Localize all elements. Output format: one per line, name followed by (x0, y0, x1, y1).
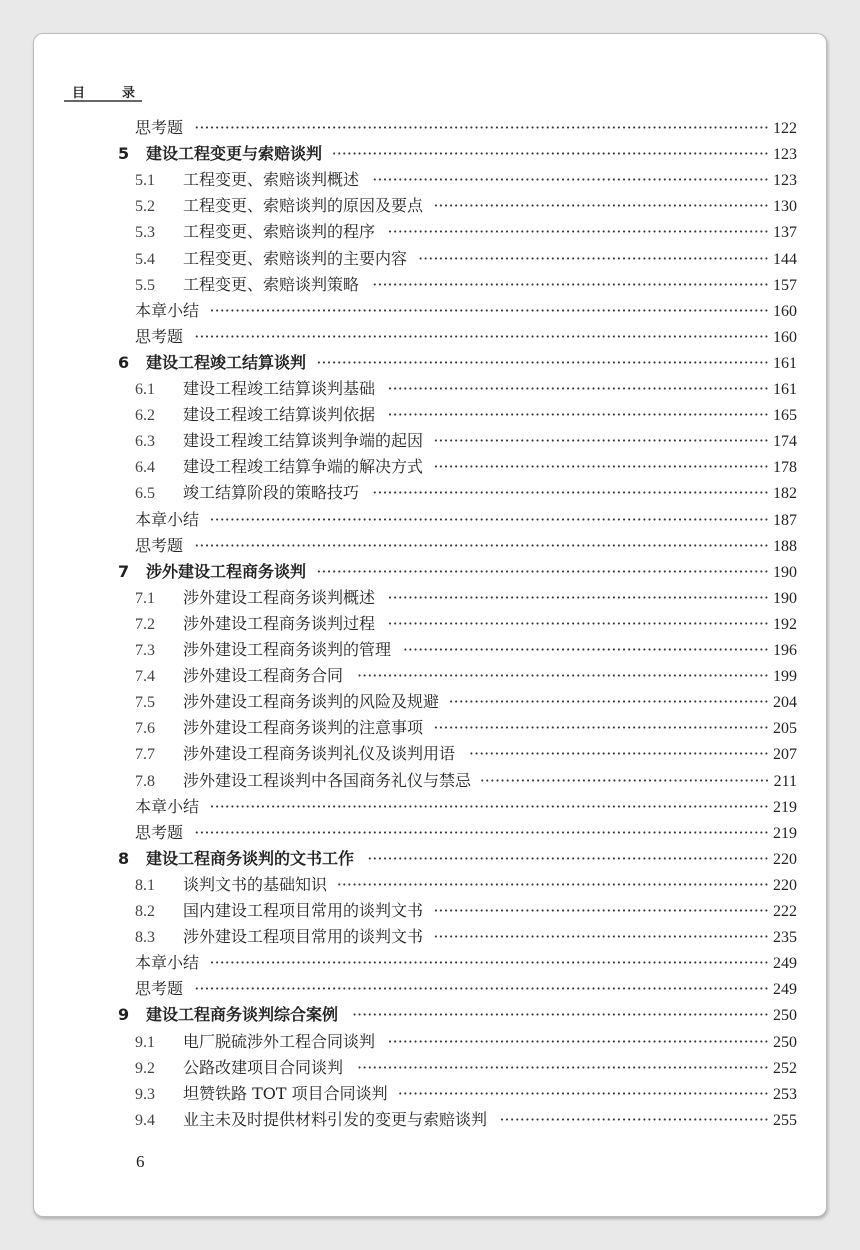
entry-page: 137 (773, 224, 797, 242)
entry-title: 思考题 (135, 326, 184, 346)
entry-number: 6 (118, 352, 130, 372)
entry-page: 207 (773, 746, 797, 764)
entry-page: 144 (773, 250, 797, 268)
entry-page: 157 (773, 276, 797, 294)
toc-section (135, 637, 797, 663)
entry-page: 235 (773, 929, 797, 947)
entry-title: 竣工结算阶段的策略技巧 (183, 483, 360, 503)
toc-section (135, 454, 797, 480)
entry-title: 涉外建设工程商务谈判过程 (183, 613, 376, 633)
toc-section (135, 402, 797, 428)
entry-page: 196 (773, 642, 797, 659)
entry-page: 188 (773, 537, 797, 555)
entry-title: 电厂脱硫涉外工程合同谈判 (183, 1031, 376, 1051)
toc-section (135, 715, 797, 741)
entry-page: 219 (773, 824, 797, 842)
entry-title: 建设工程变更与索赔谈判 (146, 144, 323, 164)
entry-number: 9.3 (135, 1085, 155, 1103)
toc-section (135, 246, 797, 272)
entry-title: 涉外建设工程商务谈判的风险及规避 (183, 692, 440, 712)
entry-title: 涉外建设工程商务谈判 (146, 561, 307, 581)
toc-section (135, 1081, 797, 1107)
entry-title: 建设工程商务谈判的文书工作 (146, 848, 355, 868)
entry-page: 211 (773, 772, 797, 790)
entry-title: 国内建设工程项目常用的谈判文书 (183, 901, 424, 920)
entry-title: 建设工程竣工结算谈判 (146, 352, 307, 372)
entry-page: 165 (773, 407, 797, 425)
entry-number: 8.1 (135, 876, 155, 894)
entry-number: 5.3 (135, 224, 155, 242)
dot-leader: ·································································· (433, 431, 769, 451)
dot-leader: ·············································································································· (209, 953, 769, 973)
entry-page: 130 (773, 198, 797, 216)
toc-section (135, 428, 797, 454)
entry-number: 7.4 (135, 668, 155, 686)
dot-leader: ·································································· (433, 927, 769, 947)
toc-entry (135, 115, 797, 141)
entry-page: 220 (773, 876, 797, 894)
entry-number: 7.5 (135, 694, 155, 712)
entry-page: 123 (773, 146, 797, 164)
toc-entry (135, 976, 797, 1002)
toc-section (135, 272, 797, 298)
toc-chapter (118, 846, 797, 872)
entry-page: 190 (773, 589, 797, 607)
entry-page: 220 (773, 850, 797, 868)
entry-page: 253 (773, 1085, 797, 1103)
toc-section (135, 1107, 797, 1133)
entry-number: 7.2 (135, 615, 155, 633)
entry-title: 工程变更、索赔谈判的主要内容 (183, 248, 408, 268)
entry-page: 250 (773, 1007, 797, 1025)
entry-title: 涉外建设工程商务谈判的注意事项 (183, 718, 424, 738)
toc-section (135, 663, 797, 689)
entry-page: 252 (773, 1059, 797, 1077)
header-char-2: 录 (122, 86, 136, 101)
toc-section (135, 1029, 797, 1055)
dot-leader: ··········································································· (387, 222, 769, 242)
dot-leader: ·············································································································· (209, 509, 769, 529)
entry-page: 222 (773, 903, 797, 920)
toc-section (135, 872, 797, 898)
entry-title: 建设工程竣工结算谈判争端的起因 (183, 431, 424, 451)
dot-leader: ················································································································· (194, 326, 769, 346)
entry-number: 9.4 (135, 1111, 155, 1129)
entry-title: 本章小结 (135, 796, 200, 816)
toc-section (135, 219, 797, 245)
entry-page: 160 (773, 328, 797, 346)
dot-leader: ·············································································· (372, 274, 769, 294)
entry-number: 6.1 (135, 381, 155, 398)
entry-page: 249 (773, 955, 797, 973)
toc-entry (135, 324, 797, 350)
entry-number: 7 (118, 561, 130, 581)
entry-page: 178 (773, 459, 797, 477)
toc-entry (135, 507, 797, 533)
entry-page: 161 (773, 381, 797, 398)
entry-number: 6.4 (135, 459, 155, 477)
toc-section (135, 898, 797, 924)
entry-page: 204 (773, 694, 797, 712)
dot-leader: ··········································································· (387, 379, 769, 398)
entry-number: 7.1 (135, 589, 155, 607)
dot-leader: ····································································· (418, 248, 769, 268)
entry-number: 8.3 (135, 929, 155, 947)
dot-leader: ··········································································· (387, 1031, 769, 1051)
entry-title: 涉外建设工程商务谈判的管理 (183, 640, 392, 659)
entry-title: 涉外建设工程商务合同 (183, 666, 344, 686)
toc-entry (135, 533, 797, 559)
entry-title: 涉外建设工程商务谈判礼仪及谈判用语 (183, 744, 456, 764)
dot-leader: ················································································································· (194, 535, 769, 555)
dot-leader: ··········································································· (387, 587, 769, 607)
entry-page: 250 (773, 1033, 797, 1051)
page-number: 6 (136, 1152, 145, 1171)
entry-page: 182 (773, 485, 797, 503)
entry-title: 涉外建设工程项目常用的谈判文书 (183, 927, 424, 947)
dot-leader: ·············································································· (372, 170, 769, 190)
entry-title: 谈判文书的基础知识 (183, 874, 328, 894)
dot-leader: ························································································· (316, 352, 769, 372)
dot-leader: ·············································································································· (209, 300, 769, 320)
toc-entry (135, 820, 797, 846)
toc-chapter (118, 141, 797, 167)
toc-section (135, 741, 797, 767)
entry-title: 工程变更、索赔谈判概述 (183, 170, 360, 190)
entry-title: 坦赞铁路 TOT 项目合同谈判 (183, 1083, 388, 1103)
dot-leader: ········································································ (402, 640, 769, 659)
entry-number: 6.2 (135, 407, 155, 425)
entry-number: 7.3 (135, 642, 155, 659)
entry-page: 122 (773, 120, 797, 137)
entry-page: 199 (773, 668, 797, 686)
entry-title: 涉外建设工程谈判中各国商务礼仪与禁忌 (183, 770, 472, 790)
entry-title: 公路改建项目合同谈判 (183, 1057, 344, 1077)
toc-section (135, 689, 797, 715)
entry-page: 190 (773, 563, 797, 581)
toc-section (135, 611, 797, 637)
dot-leader: ······························································· (448, 692, 769, 712)
entry-title: 工程变更、索赔谈判的程序 (183, 222, 376, 242)
toc-section (135, 768, 797, 794)
entry-title: 思考题 (135, 118, 184, 137)
toc-entry (135, 794, 797, 820)
dot-leader: ····················································································· (336, 874, 769, 894)
entry-title: 思考题 (135, 822, 184, 842)
entry-number: 8.2 (135, 903, 155, 920)
entry-page: 187 (773, 511, 797, 529)
dot-leader: ························································································· (316, 561, 769, 581)
dot-leader: ·································································· (433, 901, 769, 920)
dot-leader: ························································· (479, 770, 770, 790)
entry-page: 219 (773, 798, 797, 816)
toc-entry (135, 298, 797, 324)
entry-number: 5.5 (135, 276, 155, 294)
entry-number: 6.3 (135, 433, 155, 451)
toc-chapter (118, 1002, 797, 1028)
entry-number: 5.1 (135, 172, 155, 190)
entry-title: 本章小结 (135, 953, 200, 973)
entry-title: 建设工程竣工结算谈判基础 (183, 379, 376, 398)
entry-title: 本章小结 (135, 300, 200, 320)
entry-number: 5.2 (135, 198, 155, 216)
entry-number: 7.8 (135, 772, 155, 790)
entry-page: 192 (773, 615, 797, 633)
entry-number: 7.7 (135, 746, 155, 764)
dot-leader: ······················································································ (331, 144, 769, 164)
toc-section (135, 376, 797, 402)
dot-leader: ········································································· (397, 1083, 769, 1103)
dot-leader: ·············································································· (372, 483, 769, 503)
entry-title: 建设工程商务谈判综合案例 (146, 1005, 339, 1025)
entry-page: 205 (773, 720, 797, 738)
entry-number: 9 (118, 1005, 130, 1025)
entry-title: 工程变更、索赔谈判策略 (183, 274, 360, 294)
entry-title: 工程变更、索赔谈判的原因及要点 (183, 196, 424, 216)
header-char-1: 目 (72, 86, 86, 101)
entry-page: 161 (773, 354, 797, 372)
dot-leader: ················································································································· (194, 118, 769, 137)
dot-leader: ····················································· (499, 1109, 769, 1129)
toc-chapter (118, 350, 797, 376)
entry-number: 7.6 (135, 720, 155, 738)
dot-leader: ·································································· (433, 457, 769, 477)
entry-page: 255 (773, 1111, 797, 1129)
entry-page: 123 (773, 172, 797, 190)
dot-leader: ··············································································· (367, 848, 769, 868)
toc-chapter (118, 559, 797, 585)
entry-title: 思考题 (135, 979, 184, 999)
toc-section (135, 167, 797, 193)
entry-title: 业主未及时提供材料引发的变更与索赔谈判 (183, 1109, 488, 1129)
entry-page: 160 (773, 302, 797, 320)
dot-leader: ·················································································· (351, 1005, 769, 1025)
dot-leader: ··························································· (468, 744, 769, 764)
toc-section (135, 193, 797, 219)
entry-title: 涉外建设工程商务谈判概述 (183, 587, 376, 607)
running-header (64, 80, 142, 102)
dot-leader: ··········································································· (387, 613, 769, 633)
toc-section (135, 924, 797, 950)
toc-entry (135, 950, 797, 976)
dot-leader: ·································································· (433, 718, 769, 738)
entry-title: 建设工程竣工结算谈判依据 (183, 405, 376, 425)
dot-leader: ·············································································································· (209, 796, 769, 816)
dot-leader: ·································································· (433, 196, 769, 216)
dot-leader: ················································································································· (194, 822, 769, 842)
entry-number: 8 (118, 848, 130, 868)
dot-leader: ················································································································· (194, 979, 769, 999)
entry-number: 5 (118, 144, 130, 164)
entry-number: 9.1 (135, 1033, 155, 1051)
entry-title: 思考题 (135, 535, 184, 555)
dot-leader: ················································································· (357, 666, 769, 686)
entry-number: 5.4 (135, 250, 155, 268)
toc-section (135, 1055, 797, 1081)
entry-number: 9.2 (135, 1059, 155, 1077)
entry-page: 174 (773, 433, 797, 451)
dot-leader: ··········································································· (387, 405, 769, 425)
entry-title: 建设工程竣工结算争端的解决方式 (183, 457, 424, 477)
entry-title: 本章小结 (135, 509, 200, 529)
entry-page: 249 (773, 981, 797, 999)
dot-leader: ················································································· (357, 1057, 769, 1077)
entry-number: 6.5 (135, 485, 155, 503)
toc-section (135, 585, 797, 611)
toc-section (135, 480, 797, 506)
